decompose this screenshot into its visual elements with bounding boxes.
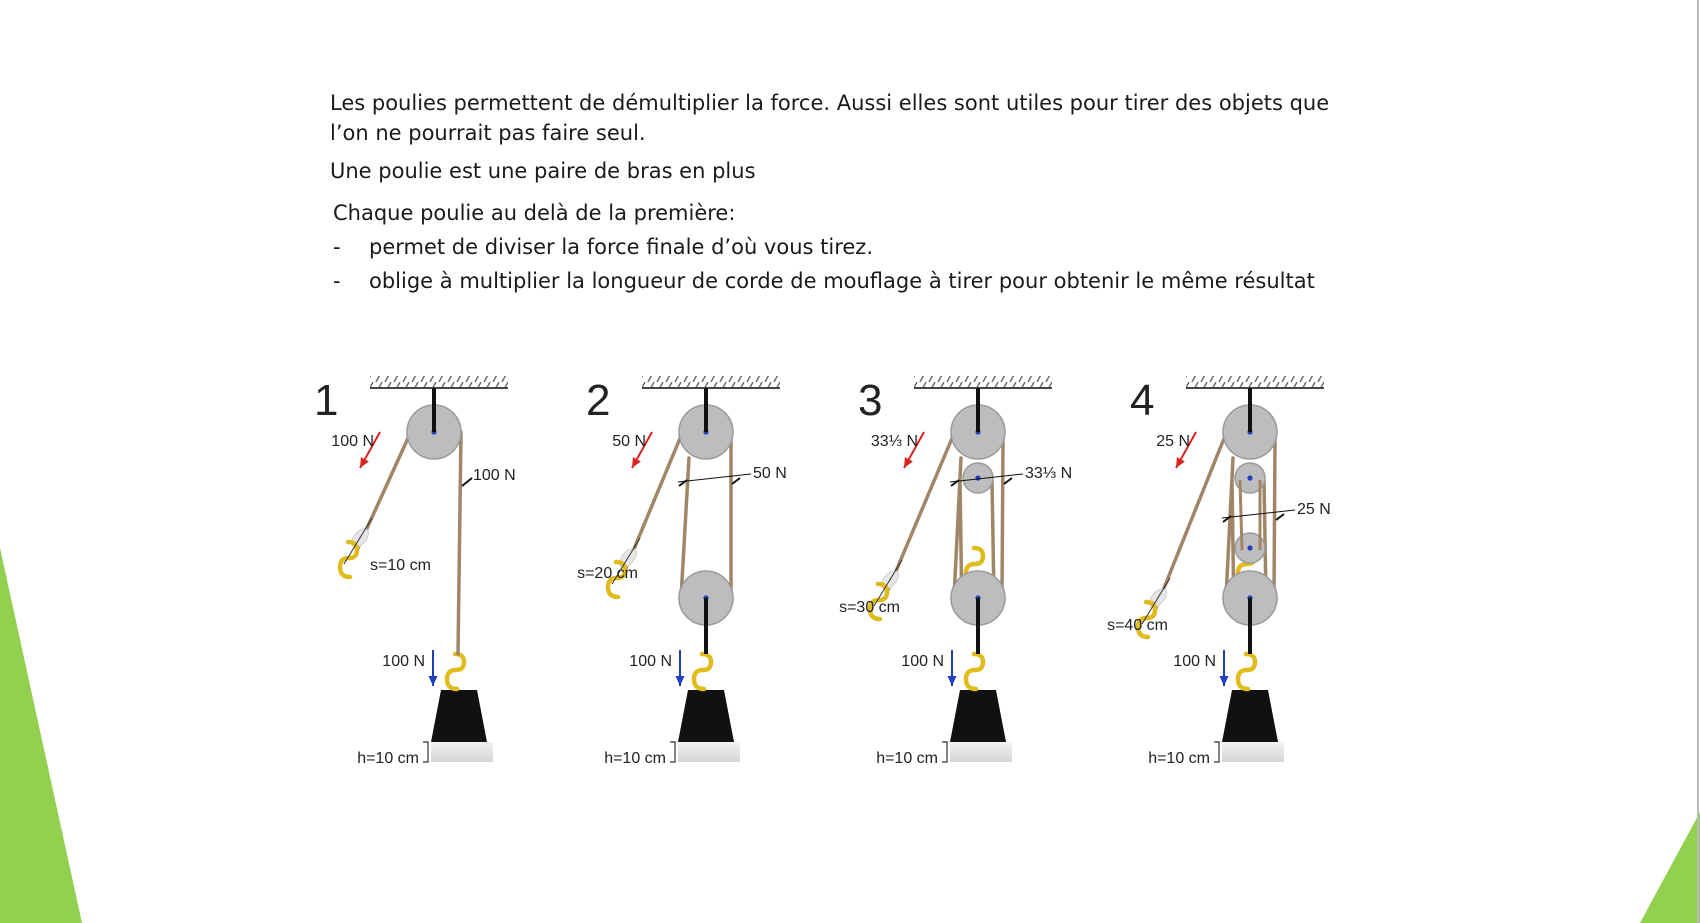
- hook: [694, 654, 711, 689]
- panel-number: 4: [1130, 376, 1155, 425]
- pulley-axle: [1247, 475, 1252, 480]
- bullet-dash: -: [333, 269, 341, 293]
- pull-force-label: 33⅓ N: [870, 433, 918, 450]
- bullet-item: [330, 232, 1410, 262]
- bullet-dash: -: [333, 235, 341, 259]
- pulley-system-4: [1107, 376, 1331, 767]
- right-green-triangle: [1640, 812, 1700, 923]
- hook: [447, 654, 464, 689]
- bullet-item: [330, 266, 1410, 296]
- height-bracket: [423, 742, 428, 762]
- hook: [966, 654, 983, 689]
- height-bracket: [942, 742, 947, 762]
- load-rope: [458, 432, 461, 654]
- force-arrow-head: [676, 676, 685, 686]
- intro-line-1: Les poulies permettent de démultiplier la force. Aussi elles sont utiles pour tirer des objets que: [330, 91, 1330, 115]
- hook: [1238, 654, 1255, 689]
- pull-force-label: 50 N: [612, 433, 646, 450]
- pulley-system-1: [314, 376, 516, 767]
- slide-text: [330, 88, 1410, 296]
- height-bracket: [670, 742, 675, 762]
- floor-block: [950, 742, 1012, 762]
- left-green-triangle: [0, 548, 82, 923]
- load-weight: [1222, 690, 1278, 742]
- panel-number: 3: [858, 376, 883, 425]
- ceiling-hatch: [642, 376, 780, 387]
- load-force-label: 100 N: [629, 653, 672, 670]
- ceiling-hatch: [370, 376, 508, 387]
- pulley-system-3: [839, 376, 1072, 767]
- ceiling-hatch: [1186, 376, 1324, 387]
- floor-block: [431, 742, 493, 762]
- pull-distance-label: s=30 cm: [839, 599, 900, 616]
- bullet-text: permet de diviser la force finale d’où vous tirez.: [369, 235, 873, 259]
- height-label: h=10 cm: [357, 750, 419, 767]
- height-label: h=10 cm: [876, 750, 938, 767]
- force-arrow-head: [429, 676, 438, 686]
- floor-block: [1222, 742, 1284, 762]
- rope-force-label: 50 N: [753, 465, 787, 482]
- load-force-label: 100 N: [1173, 653, 1216, 670]
- pulley-axle: [975, 475, 980, 480]
- floor-block: [678, 742, 740, 762]
- panel-number: 1: [314, 376, 339, 425]
- rope-segment: [1274, 440, 1275, 598]
- pulley-arms-statement: Une poulie est une paire de bras en plus: [330, 159, 756, 183]
- pulley-systems-diagram: [314, 360, 1420, 830]
- height-bracket: [1214, 742, 1219, 762]
- load-weight: [950, 690, 1006, 742]
- each-pulley-heading: Chaque poulie au delà de la première:: [333, 201, 736, 225]
- intro-line-2: l’on ne pourrait pas faire seul.: [330, 121, 646, 145]
- panel-number: 2: [586, 376, 611, 425]
- rope-force-label: 100 N: [473, 467, 516, 484]
- pulley-axle: [1247, 545, 1252, 550]
- pulley-system-2: [577, 376, 787, 767]
- rope-segment: [1002, 440, 1003, 598]
- pull-force-label: 100 N: [331, 433, 374, 450]
- ceiling-hatch: [914, 376, 1052, 387]
- rope-tension-tick: [462, 478, 472, 486]
- force-arrow-head: [948, 676, 957, 686]
- force-arrow-head: [1220, 676, 1229, 686]
- height-label: h=10 cm: [604, 750, 666, 767]
- height-label: h=10 cm: [1148, 750, 1210, 767]
- pull-distance-label: s=20 cm: [577, 565, 638, 582]
- load-force-label: 100 N: [901, 653, 944, 670]
- load-weight: [431, 690, 487, 742]
- rope-force-label: 33⅓ N: [1025, 465, 1073, 482]
- load-weight: [678, 690, 734, 742]
- pulling-rope: [1156, 436, 1225, 608]
- load-force-label: 100 N: [382, 653, 425, 670]
- pull-force-label: 25 N: [1156, 433, 1190, 450]
- bullet-text: oblige à multiplier la longueur de corde de mouflage à tirer pour obtenir le même résultat: [369, 269, 1315, 293]
- rope-force-label: 25 N: [1297, 501, 1331, 518]
- pull-distance-label: s=40 cm: [1107, 617, 1168, 634]
- pull-distance-label: s=10 cm: [370, 557, 431, 574]
- rope-segment: [681, 458, 689, 598]
